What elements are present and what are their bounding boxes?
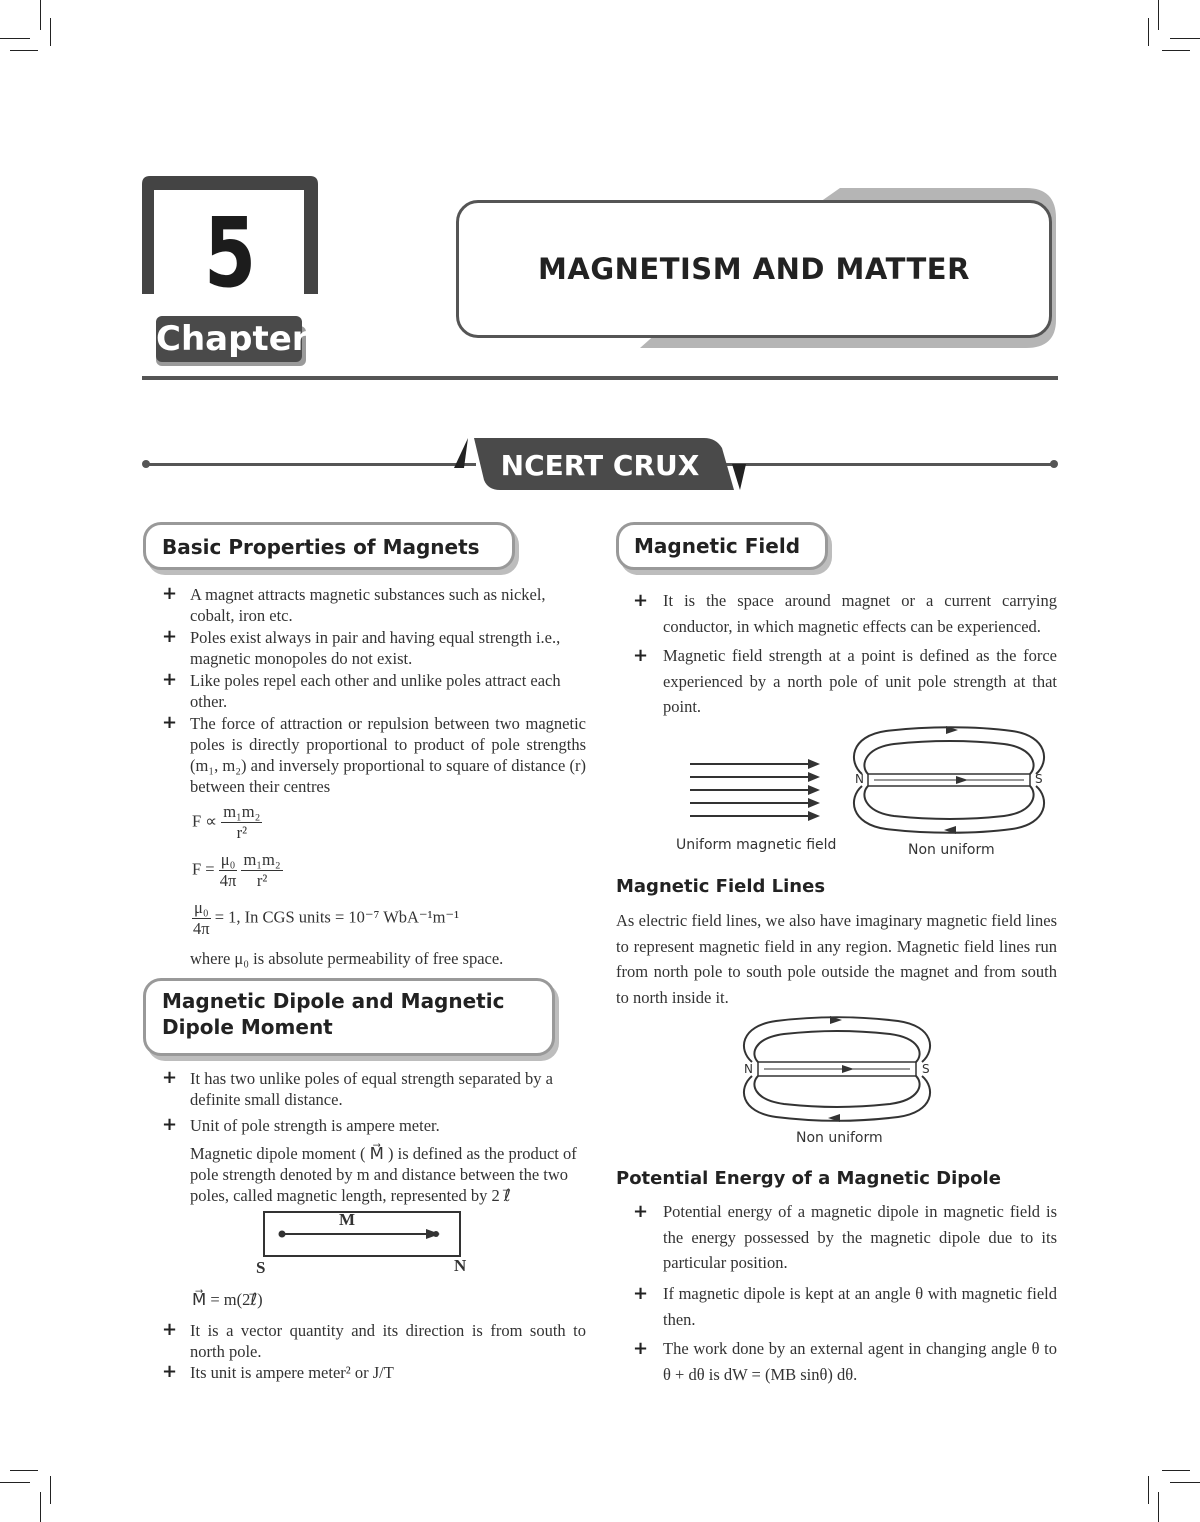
list-item: + Poles exist always in pair and having equal strength i.e., magnetic monopoles do not exist. [162, 626, 561, 668]
bullet-icon: + [633, 1338, 649, 1359]
dipole-moment-definition: Magnetic dipole moment ( M⃗ ) is defined as the product of pole strength denoted by m and distance between the two poles, called magnetic length, represented by 2 ℓ⃗ [190, 1144, 577, 1205]
chapter-number: 5 [203, 197, 257, 309]
list-item: + The force of attraction or repulsion between two magnetic poles is directly proportional to product of pole strengths (m₁, m₂) and inversely proportional to square of distance (r) between their centres [162, 712, 586, 796]
permeability-note: where μ₀ is absolute permeability of free space. [190, 949, 504, 968]
crop-mark [50, 18, 51, 46]
north-pole-label: N [855, 772, 864, 786]
list-item: + Potential energy of a magnetic dipole in magnetic field is the energy possessed by the magnetic dipole due to its particular position. [633, 1201, 1057, 1272]
banner-title: NCERT CRUX [500, 449, 700, 482]
bullet-icon: + [633, 590, 649, 611]
bullet-icon: + [162, 626, 178, 647]
list-item: + Its unit is ampere meter² or J/T [162, 1361, 394, 1382]
section-heading: Basic Properties of Magnets [162, 535, 480, 559]
bullet-icon: + [162, 1114, 178, 1135]
south-pole-label: S [256, 1258, 266, 1277]
crop-mark [10, 1470, 38, 1471]
equation-constant: $\frac{\text{μ₀}}{4\pi}$ = 1, In CGS units = 10⁻⁷ WbA⁻¹m⁻¹ [193, 898, 460, 938]
crop-mark [1170, 1482, 1200, 1483]
equation-force: F = $\frac{\text{μ₀}}{4\pi}$ $\frac{\text{m₁m₂}}{\text{r²}}$ [192, 850, 281, 890]
section-heading: Magnetic Dipole and Magnetic Dipole Moment [162, 989, 505, 1039]
header-rule [142, 376, 1058, 380]
list-item: + A magnet attracts magnetic substances such as nickel, cobalt, iron etc. [162, 583, 546, 625]
banner-dot [142, 460, 150, 468]
subsection-heading: Magnetic Field Lines [616, 876, 826, 897]
uniform-field-diagram [686, 756, 826, 828]
crop-mark [1162, 50, 1190, 51]
banner-line-right [726, 463, 1056, 466]
bullet-icon: + [162, 1319, 178, 1340]
bullet-icon: + [162, 583, 178, 604]
bullet-icon: + [633, 1201, 649, 1222]
north-pole-label: N [454, 1256, 467, 1275]
banner-dot [1050, 460, 1058, 468]
equation-force-proportional: F ∝ $\frac{\text{m₁m₂}}{\text{r²}}$ [192, 802, 261, 842]
crop-mark [1148, 1476, 1149, 1504]
list-item: + If magnetic dipole is kept at an angle θ with magnetic field then. [633, 1283, 1057, 1329]
nonuniform-field-caption: Non uniform [908, 842, 995, 858]
crop-mark [1158, 1492, 1159, 1522]
bullet-icon: + [162, 1067, 178, 1088]
south-pole-label: S [922, 1062, 930, 1076]
list-item: + It has two unlike poles of equal strength separated by a definite small distance. [162, 1067, 553, 1109]
crop-mark [1162, 1470, 1190, 1471]
south-pole-label: S [1035, 772, 1043, 786]
list-item: + The work done by an external agent in changing angle θ to θ + dθ is dW = (MB sinθ) dθ. [633, 1338, 1057, 1384]
field-lines-diagram [736, 1012, 938, 1128]
crop-mark [1170, 38, 1200, 39]
crop-mark [10, 50, 38, 51]
crop-mark [50, 1476, 51, 1504]
bullet-icon: + [633, 1283, 649, 1304]
list-item: + Like poles repel each other and unlike poles attract each other. [162, 669, 561, 711]
banner-line-left [146, 463, 476, 466]
bullet-icon: + [633, 645, 649, 666]
list-item: + It is a vector quantity and its direction is from south to north pole. [162, 1319, 586, 1361]
crop-mark [0, 38, 30, 39]
section-heading: Magnetic Field [634, 534, 801, 558]
bar-magnet-field-diagram [846, 722, 1052, 840]
bullet-icon: + [162, 1361, 178, 1382]
chapter-label: Chapter [156, 316, 302, 362]
dipole-moment-formula: M⃗ = m(2ℓ⃗) [192, 1290, 263, 1309]
crop-mark [1148, 18, 1149, 46]
list-item: + It is the space around magnet or a current carrying conductor, in which magnetic effects can be experienced. [633, 590, 1057, 636]
list-item: + Unit of pole strength is ampere meter. [162, 1114, 440, 1135]
dipole-moment-label: M⃗ [339, 1210, 369, 1229]
field-lines-paragraph: As electric field lines, we also have imaginary magnetic field lines to represent magnetic field in any region. Magnetic field lines run from north pole to south pole outside the magnet and from south to north inside it. [616, 911, 1057, 1007]
bullet-icon: + [162, 669, 178, 690]
bullet-icon: + [162, 712, 178, 733]
subsection-heading: Potential Energy of a Magnetic Dipole [616, 1168, 1001, 1189]
north-pole-label: N [744, 1062, 753, 1076]
uniform-field-caption: Uniform magnetic field [676, 837, 837, 853]
crop-mark [40, 1492, 41, 1522]
crop-mark [40, 0, 41, 30]
crop-mark [1158, 0, 1159, 30]
crop-mark [0, 1482, 30, 1483]
field-lines-caption: Non uniform [796, 1130, 883, 1146]
chapter-title: MAGNETISM AND MATTER [538, 252, 970, 286]
list-item: + Magnetic field strength at a point is defined as the force experienced by a north pole of unit pole strength at that point. [633, 645, 1057, 716]
